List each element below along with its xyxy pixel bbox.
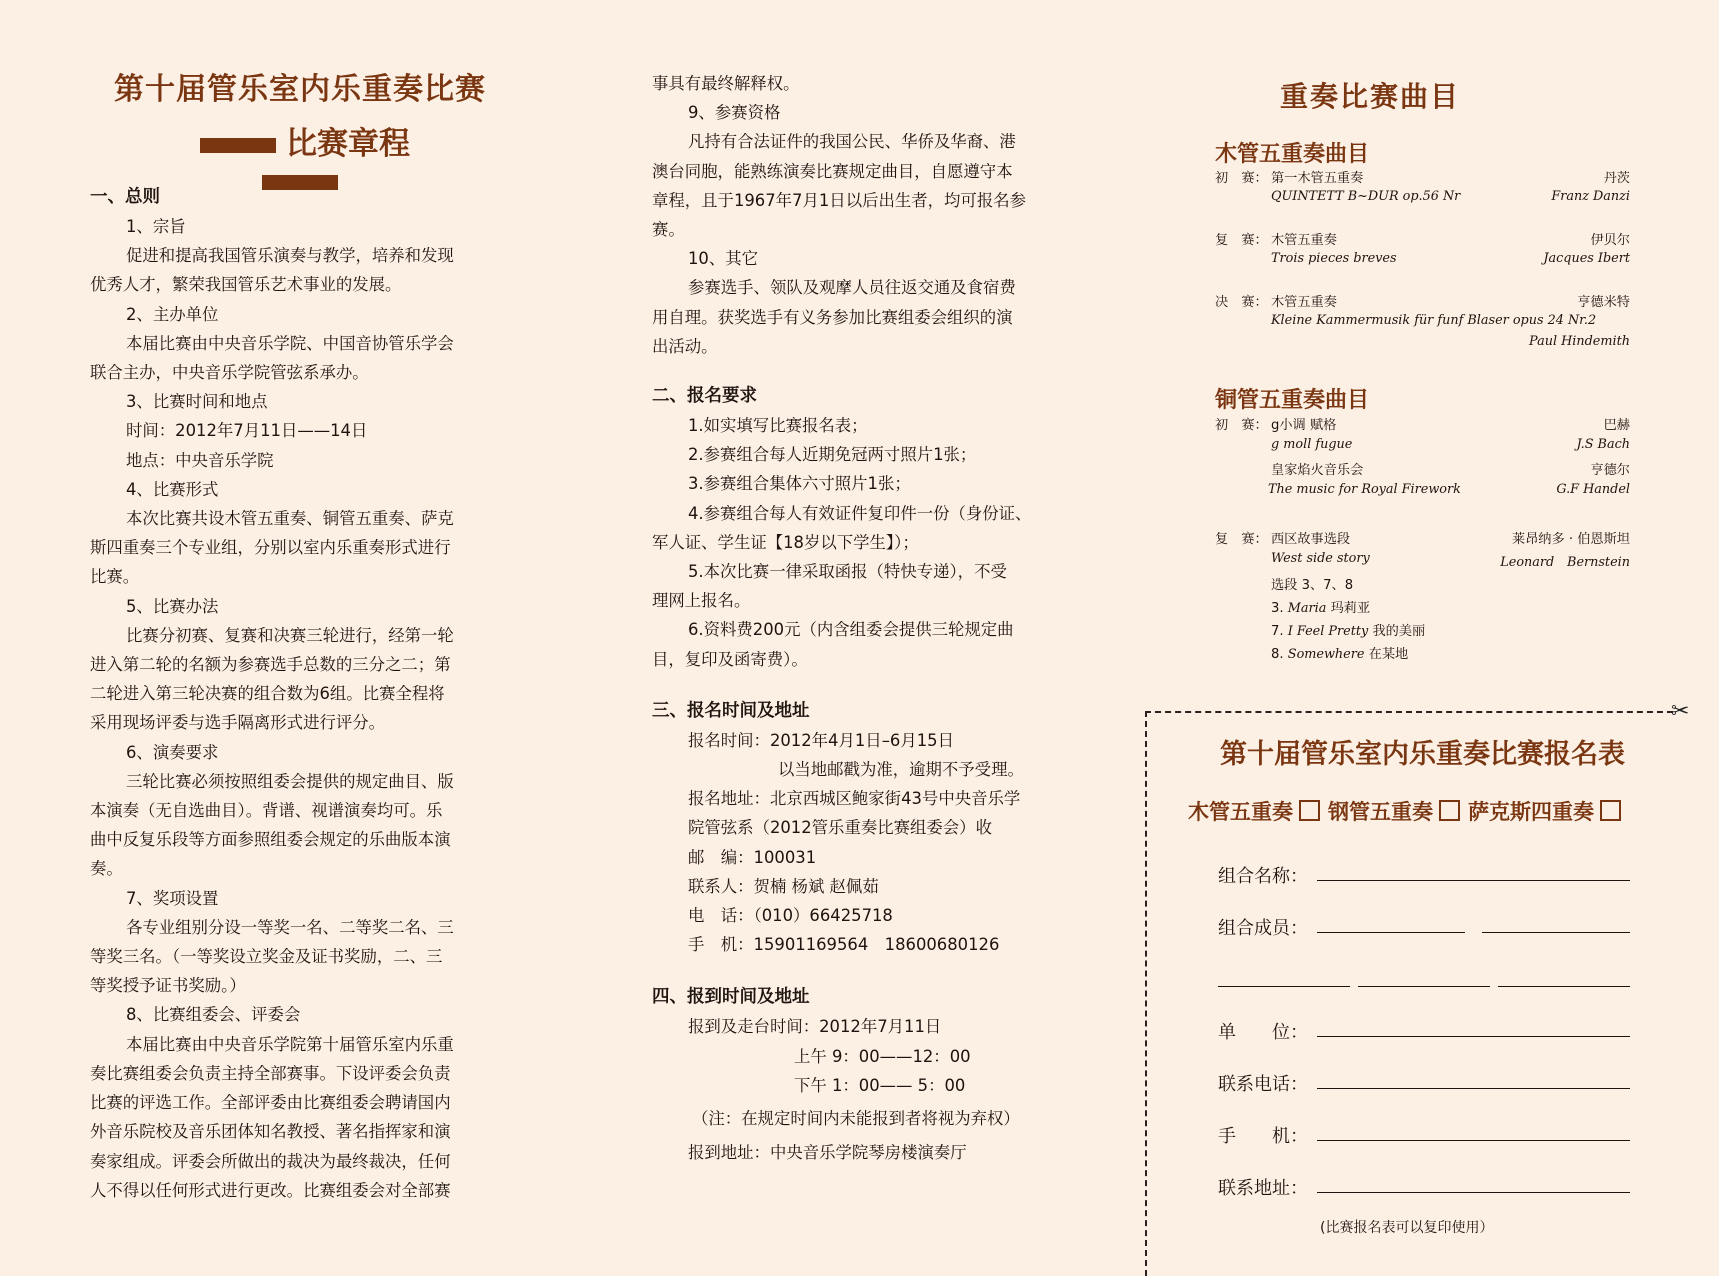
phone-label: 联系电话：: [1218, 1074, 1308, 1095]
title-bar-left: [200, 138, 276, 153]
composer: 莱昂纳多 · 伯恩斯坦: [1511, 532, 1630, 547]
composer-en: Jacques Ibert: [1543, 251, 1630, 266]
rule-line: 赛。: [652, 220, 685, 240]
rule-line: 比赛分初赛、复赛和决赛三轮进行，经第一轮: [126, 625, 454, 645]
rule-line: 凡持有合法证件的我国公民、华侨及华裔、港: [688, 132, 1016, 152]
section-heading: 二、报名要求: [652, 386, 757, 407]
selection-item: [1271, 643, 1408, 662]
main-title: 第十届管乐室内乐重奏比赛: [114, 72, 486, 107]
option-woodwind-label: 木管五重奏: [1188, 799, 1293, 824]
rule-line: 曲中反复乐段等方面参照组委会规定的乐曲版本演: [90, 830, 451, 850]
rule-line: 奏家组成。评委会所做出的裁决为最终裁决，任何: [90, 1151, 451, 1171]
rule-line: 联系人：贺楠 杨斌 赵佩茹: [688, 876, 879, 896]
rule-line: 院管弦系（2012管乐重奏比赛组委会）收: [688, 818, 992, 838]
section-heading: 三、报名时间及地址: [652, 700, 810, 721]
sub-title-text: 比赛章程: [286, 126, 410, 162]
scissors-icon: ✂: [1671, 699, 1690, 724]
rule-line: 比赛。: [90, 567, 140, 587]
rule-line: 6、演奏要求: [126, 742, 219, 762]
rules-column-1: [90, 183, 515, 1205]
group-options: [1188, 796, 1629, 826]
section-heading: 四、报到时间及地址: [652, 987, 810, 1008]
unit-field[interactable]: [1317, 1036, 1630, 1037]
round-label: 初 赛：: [1215, 171, 1268, 186]
option-brass-label: 钢管五重奏: [1328, 799, 1433, 824]
piece-title-en: The music for Royal Firework: [1268, 482, 1461, 497]
rule-line: 出活动。: [652, 336, 718, 356]
rule-line: 比赛的评选工作。全部评委由比赛组委会聘请国内: [90, 1093, 451, 1113]
selection-number: 8.: [1271, 647, 1284, 662]
rule-line: 三轮比赛必须按照组委会提供的规定曲目、版: [126, 771, 454, 791]
rule-line: 优秀人才，繁荣我国管乐艺术事业的发展。: [90, 275, 402, 295]
rule-line: 7、奖项设置: [126, 888, 219, 908]
rule-line: 地点：中央音乐学院: [126, 450, 274, 470]
woodwind-list: [1215, 167, 1630, 367]
piece-title-en: Trois pieces breves: [1271, 251, 1397, 266]
composer-en: J.S Bach: [1576, 437, 1630, 452]
selection-title-cn: 玛莉亚: [1330, 601, 1371, 616]
rule-line: 各专业组别分设一等奖一名、二等奖二名、三: [126, 917, 454, 937]
rule-line: 军人证、学生证【18岁以下学生】）；: [652, 532, 919, 552]
member-field-4[interactable]: [1358, 986, 1490, 987]
rule-line: 4、比赛形式: [126, 479, 219, 499]
rule-line: 3.参赛组合集体六寸照片1张；: [688, 474, 911, 494]
rule-line: 用自理。获奖选手有义务参加比赛组委会组织的演: [652, 307, 1013, 327]
member-field-3[interactable]: [1218, 986, 1350, 987]
selection-item: [1271, 620, 1425, 639]
round-label: 决 赛：: [1215, 295, 1268, 310]
section-heading: 一、总则: [90, 187, 160, 207]
selection-number: 3.: [1271, 601, 1284, 616]
rule-line: 邮 编：100031: [688, 847, 817, 867]
option-brass-checkbox[interactable]: [1439, 800, 1460, 821]
rule-line: 5、比赛办法: [126, 596, 219, 616]
cut-line-vertical: [1145, 711, 1147, 1276]
member-field-5[interactable]: [1498, 986, 1630, 987]
rule-line: 奏。: [90, 859, 123, 879]
piece-title-en: Kleine Kammermusik für funf Blaser opus 24 Nr.2: [1271, 313, 1597, 328]
rule-line: 9、参赛资格: [688, 103, 781, 123]
brass-list: [1215, 414, 1630, 664]
rule-line: 采用现场评委与选手隔离形式进行评分。: [90, 713, 386, 733]
rule-line: 时间：2012年7月11日——14日: [126, 421, 368, 441]
woodwind-heading: 木管五重奏曲目: [1215, 141, 1370, 167]
rule-line: 参赛选手、领队及观摩人员往返交通及食宿费: [688, 278, 1016, 298]
selection-list: 选段 3、7、8: [1271, 578, 1354, 593]
rule-line: 手 机：15901169564 18600680126: [688, 935, 1000, 955]
cut-line-horizontal: [1145, 711, 1673, 713]
round-label: 初 赛：: [1215, 418, 1268, 433]
address-field[interactable]: [1317, 1192, 1630, 1193]
composer-en: Leonard Bernstein: [1500, 555, 1630, 570]
rule-line: 目，复印及函寄费）。: [652, 649, 808, 669]
piece-title: g小调 赋格: [1271, 418, 1337, 433]
rule-line: 2.参赛组合每人近期免冠两寸照片1张；: [688, 445, 977, 465]
piece-title-en: QUINTETT B~DUR op.56 Nr: [1271, 189, 1461, 204]
rule-line: 4.参赛组合每人有效证件复印件一份（身份证、: [688, 503, 1032, 523]
rule-line: 10、其它: [688, 249, 759, 269]
rule-line: 斯四重奏三个专业组，分别以室内乐重奏形式进行: [90, 538, 451, 558]
selection-title-cn: 我的美丽: [1372, 624, 1426, 639]
member-field-1[interactable]: [1317, 932, 1465, 933]
rule-line: 二轮进入第三轮决赛的组合数为6组。比赛全程将: [90, 684, 445, 704]
selection-title-en: I Feel Pretty: [1287, 624, 1369, 639]
rule-line: 事具有最终解释权。: [652, 74, 800, 93]
composer: 伊贝尔: [1590, 233, 1630, 248]
option-sax-checkbox[interactable]: [1600, 800, 1621, 821]
round-label: 复 赛：: [1215, 233, 1268, 248]
group-name-field[interactable]: [1317, 880, 1630, 881]
rule-line: 等奖三名。（一等奖设立奖金及证书奖励，二、三: [90, 947, 443, 967]
rule-line: 以当地邮戳为准，逾期不予受理。: [778, 760, 1024, 780]
rule-line: 报到及走台时间：2012年7月11日: [688, 1017, 942, 1037]
selection-item: [1271, 597, 1370, 616]
rule-line: 章程，且于1967年7月1日以后出生者，均可报名参: [652, 190, 1026, 210]
composer-en: Franz Danzi: [1551, 189, 1630, 204]
unit-label: 单 位：: [1218, 1022, 1308, 1043]
brass-heading: 铜管五重奏曲目: [1215, 387, 1370, 413]
round-label: 复 赛：: [1215, 532, 1268, 547]
composer-en: G.F Handel: [1556, 482, 1630, 497]
composer: 亨德米特: [1577, 295, 1630, 310]
address-label: 联系地址：: [1218, 1178, 1308, 1199]
rule-line: 本次比赛共设木管五重奏、铜管五重奏、萨克: [126, 509, 454, 529]
members-label: 组合成员：: [1218, 918, 1308, 939]
rule-line: 奏比赛组委会负责主持全部赛事。下设评委会负责: [90, 1063, 451, 1083]
rule-line: （注：在规定时间内未能报到者将视为弃权）: [692, 1109, 1020, 1129]
rule-line: 5.本次比赛一律采取函报（特快专递），不受: [688, 562, 1007, 582]
piece-title-en: g moll fugue: [1271, 437, 1353, 452]
rule-line: 报到地址：中央音乐学院琴房楼演奏厅: [688, 1143, 967, 1163]
selection-title-en: Somewhere: [1287, 647, 1365, 662]
piece-title: 第一木管五重奏: [1271, 171, 1364, 186]
rule-line: 上午 9：00——12：00: [794, 1046, 971, 1066]
rule-line: 2、主办单位: [126, 304, 219, 324]
rule-line: 联合主办，中央音乐学院管弦系承办。: [90, 363, 369, 383]
rule-line: 理网上报名。: [652, 591, 751, 611]
rule-line: 1、宗旨: [126, 217, 186, 236]
rule-line: 报名地址：北京西城区鲍家街43号中央音乐学: [688, 789, 1021, 809]
rule-line: 进入第二轮的名额为参赛选手总数的三分之二；第: [90, 655, 451, 675]
piece-title: 西区故事选段: [1271, 532, 1351, 547]
rule-line: 本届比赛由中央音乐学院、中国音协管乐学会: [126, 333, 454, 353]
repertoire-title: 重奏比赛曲目: [1280, 80, 1461, 113]
rule-line: 1.如实填写比赛报名表；: [688, 416, 868, 436]
member-field-2[interactable]: [1482, 932, 1630, 933]
rule-line: 报名时间：2012年4月1日–6月15日: [688, 730, 954, 750]
rule-line: 人不得以任何形式进行更改。比赛组委会对全部赛: [90, 1180, 451, 1200]
group-name-label: 组合名称：: [1218, 866, 1308, 887]
rule-line: 澳台同胞，能熟练演奏比赛规定曲目，自愿遵守本: [652, 161, 1013, 181]
piece-title: 皇家焰火音乐会: [1271, 463, 1364, 478]
rule-line: 6.资料费200元（内含组委会提供三轮规定曲: [688, 620, 1014, 640]
piece-title: 木管五重奏: [1271, 295, 1337, 310]
selection-title-cn: 在某地: [1368, 647, 1409, 662]
composer-en: Paul Hindemith: [1529, 334, 1630, 349]
option-woodwind-checkbox[interactable]: [1299, 800, 1320, 821]
selection-number: 7.: [1271, 624, 1284, 639]
rule-line: 本演奏（无自选曲目）。背谱、视谱演奏均可。乐: [90, 801, 443, 821]
composer: 丹茨: [1603, 171, 1630, 186]
mobile-label: 手 机：: [1218, 1126, 1308, 1147]
selection-title-en: Maria: [1287, 601, 1327, 616]
piece-title: 木管五重奏: [1271, 233, 1337, 248]
piece-title-en: West side story: [1271, 551, 1370, 566]
composer: 亨德尔: [1590, 463, 1630, 478]
form-title: 第十届管乐室内乐重奏比赛报名表: [1220, 739, 1625, 770]
rule-line: 3、比赛时间和地点: [126, 392, 268, 412]
rule-line: 促进和提高我国管乐演奏与教学，培养和发现: [126, 246, 454, 266]
rule-line: 电 话：（010）66425718: [688, 906, 893, 926]
rules-column-2: [652, 69, 1082, 1168]
rule-line: 等奖授予证书奖励。）: [90, 976, 246, 996]
rule-line: 外音乐院校及音乐团体知名教授、著名指挥家和演: [90, 1122, 451, 1142]
rule-line: 8、比赛组委会、评委会: [126, 1005, 301, 1025]
form-note: (比赛报名表可以复印使用）: [1320, 1220, 1494, 1236]
phone-field[interactable]: [1317, 1088, 1630, 1089]
rule-line: 本届比赛由中央音乐学院第十届管乐室内乐重: [126, 1034, 454, 1054]
rule-line: 下午 1：00—— 5：00: [794, 1075, 966, 1095]
composer: 巴赫: [1603, 418, 1630, 433]
mobile-field[interactable]: [1317, 1140, 1630, 1141]
option-sax-label: 萨克斯四重奏: [1468, 799, 1594, 824]
